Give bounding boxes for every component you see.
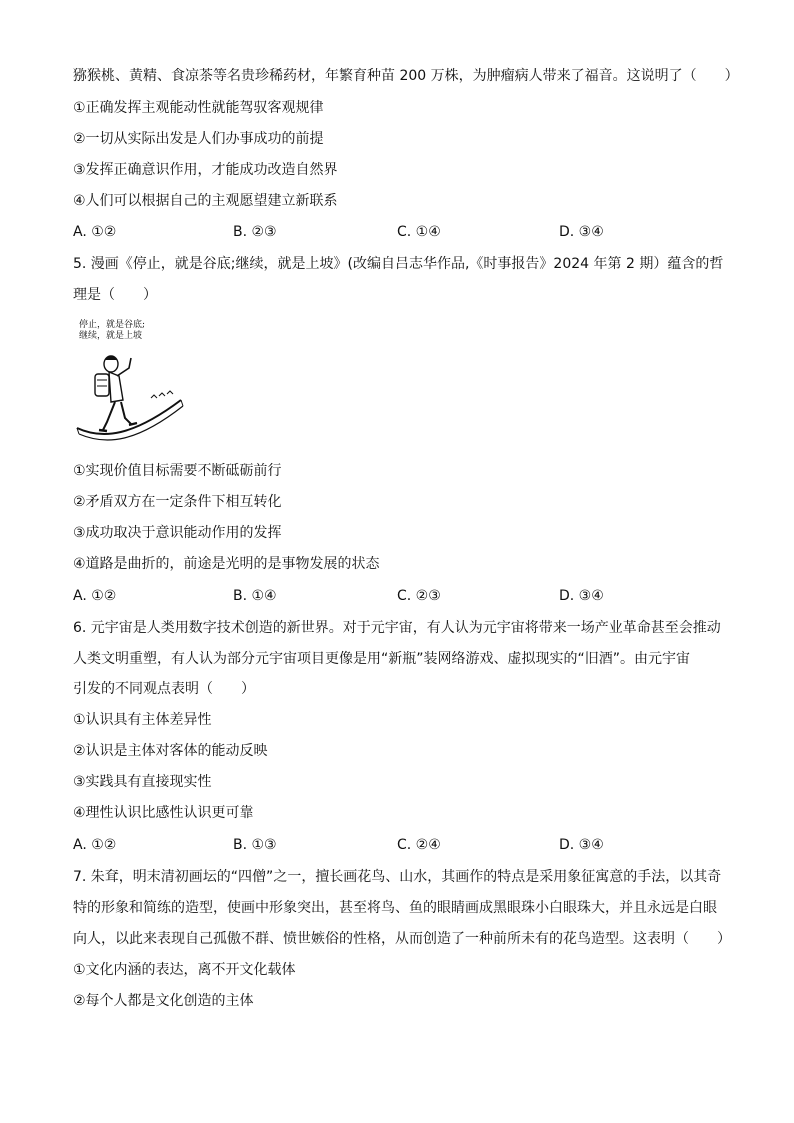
q5-item-2-text: ②矛盾双方在一定条件下相互转化: [73, 494, 282, 510]
q4-option-a: A. ①②: [73, 224, 117, 240]
q6-stem-line3: 引发的不同观点表明（ ）: [73, 681, 255, 697]
q5-stem-line2: 理是（ ）: [73, 287, 157, 303]
q4-item-1: ①正确发挥主观能动性就能驾驭客观规律: [73, 100, 324, 116]
q7-stem-line3: 向人，以此来表现自己孤傲不群、愤世嫉俗的性格，从而创造了一种前所未有的花鸟造型。这表明（ ）: [73, 931, 731, 947]
q4-option-b: B. ②③: [233, 224, 277, 240]
q5-item-1-text: ①实现价值目标需要不断砥砺前行: [73, 463, 282, 479]
q4-stem-continuation: 猕猴桃、黄精、食凉茶等名贵珍稀药材，年繁育种苗 200 万株，为肿瘤病人带来了福音。这说明了（ ）: [73, 68, 739, 84]
q5-option-a: A. ①②: [73, 588, 117, 604]
cartoon-caption-line2: 继续，就是上坡: [79, 331, 143, 341]
q7-stem-line1: 7. 朱耷，明末清初画坛的“四僧”之一，擅长画花鸟、山水，其画作的特点是采用象征寓意的手法，以其奇: [73, 869, 722, 885]
q5-options: [73, 586, 713, 606]
q4-option-d: D. ③④: [559, 224, 604, 240]
q5-stem-line1: 5. 漫画《停止，就是谷底;继续，就是上坡》(改编自吕志华作品,《时事报告》2024 年第 2 期）蕴含的哲: [73, 256, 724, 272]
climbing-man-illustration: [73, 318, 193, 454]
q5-item-4-text: ④道路是曲折的，前途是光明的是事物发展的状态: [73, 556, 380, 572]
q5-option-c: C. ②③: [397, 588, 441, 604]
q6-option-b: B. ①③: [233, 837, 277, 853]
q4-options: [73, 222, 713, 242]
q5-item-3-text: ③成功取决于意识能动作用的发挥: [73, 525, 282, 541]
q5-item-2: [73, 492, 734, 512]
q6-item-1: ①认识具有主体差异性: [73, 712, 212, 728]
cartoon-caption-line1: 停止，就是谷底;: [79, 320, 146, 330]
q6-item-4: ④理性认识比感性认识更可靠: [73, 805, 254, 821]
q6-item-3: ③实践具有直接现实性: [73, 774, 212, 790]
q5-item-1: [73, 461, 734, 481]
q4-item-3: ③发挥正确意识作用，才能成功改造自然界: [73, 162, 338, 178]
q5-item-4: [73, 554, 734, 574]
q4-item-4: ④人们可以根据自己的主观愿望建立新联系: [73, 193, 338, 209]
q4-option-c: C. ①④: [397, 224, 441, 240]
q5-option-b: B. ①④: [233, 588, 277, 604]
q5-option-d: D. ③④: [559, 588, 604, 604]
q5-cartoon: [73, 318, 193, 454]
q4-item-2: ②一切从实际出发是人们办事成功的前提: [73, 131, 324, 147]
q7-item-1: ①文化内涵的表达，离不开文化载体: [73, 962, 296, 978]
q5-item-3: [73, 523, 734, 543]
q7-item-2: ②每个人都是文化创造的主体: [73, 993, 254, 1009]
q6-stem-line2: 人类文明重塑，有人认为部分元宇宙项目更像是用“新瓶”装网络游戏、虚拟现实的“旧酒”。由元宇宙: [73, 651, 691, 667]
q6-option-d: D. ③④: [559, 837, 604, 853]
q6-item-2: ②认识是主体对客体的能动反映: [73, 743, 268, 759]
q6-stem-line1: 6. 元宇宙是人类用数字技术创造的新世界。对于元宇宙，有人认为元宇宙将带来一场产业革命甚至会推动: [73, 620, 721, 636]
q6-option-c: C. ②④: [397, 837, 441, 853]
q6-option-a: A. ①②: [73, 837, 117, 853]
q7-stem-line2: 特的形象和简练的造型，使画中形象突出，甚至将鸟、鱼的眼睛画成黑眼珠小白眼珠大，并且永远是白眼: [73, 900, 717, 916]
q6-options: [73, 835, 713, 855]
